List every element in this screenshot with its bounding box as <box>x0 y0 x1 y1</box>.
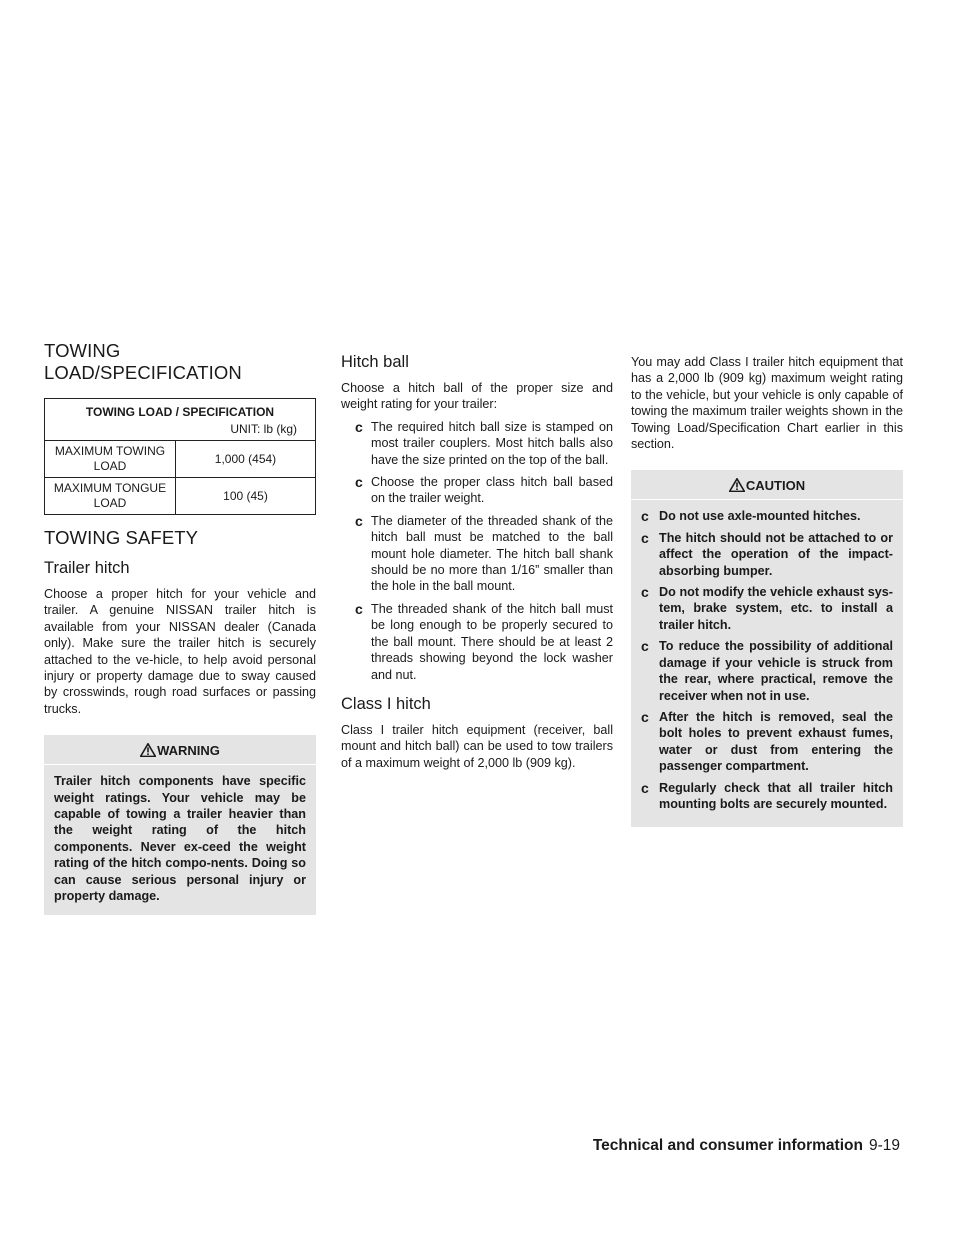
bullet-icon: c <box>641 508 649 525</box>
towing-spec-table <box>44 398 316 515</box>
bullet-icon: c <box>355 418 363 435</box>
list-item: c The diameter of the threaded shank of the hitch ball must be matched to the ball mount hole diameter. The hitch ball shank should be no more than 1/16” smaller than the hole in the ball mount. <box>355 512 613 594</box>
caution-icon <box>729 478 745 492</box>
bullet-icon: c <box>641 708 649 725</box>
list-item: c The required hitch ball size is stamped on most trailer couplers. Most hitch balls also have the size printed on the top of the ball. <box>355 418 613 467</box>
list-item: c After the hitch is removed, seal the bolt holes to prevent exhaust fumes, water or dust from entering the passenger compartment. <box>641 708 893 774</box>
warning-header <box>44 735 316 765</box>
spec-value-towing: 1,000 (454) <box>176 441 316 478</box>
towing-load-title: TOWING LOAD/SPECIFICATION <box>44 340 242 383</box>
warning-label: WARNING <box>157 743 220 759</box>
bullet-icon: c <box>355 512 363 529</box>
warning-text: Trailer hitch components have specific weight ratings. Your vehicle may be capable of towing a trailer heavier than the weight rating of the hitch components. Never ex-ceed the weight rating of the hitch compo-nents. Doing so can cause serious personal injury or property damage. <box>54 774 306 904</box>
warning-icon <box>140 743 156 757</box>
left-column <box>44 340 316 915</box>
list-item: c Do not use axle-mounted hitches. <box>641 508 861 525</box>
spec-value-tongue: 100 (45) <box>176 478 316 515</box>
caution-label: CAUTION <box>745 478 806 494</box>
caution-list <box>641 508 893 812</box>
list-item: c The hitch should not be attached to or affect the operation of the impact-absorbing bumper. <box>641 529 893 578</box>
page-footer <box>593 1137 900 1155</box>
list-item: c To reduce the possibility of additional damage if your vehicle is struck from the rear, where practical, remove the receiver when not in use. <box>641 638 893 703</box>
bullet-icon: c <box>641 584 649 601</box>
class-hitch-note: You may add Class I trailer hitch equipment that has a 2,000 lb (909 kg) maximum weight rating to the vehicle, but your vehicle is only capable of towing the maximum trailer weights shown in the Towing Load/Specification Chart earlier in this section. <box>631 355 903 452</box>
trailer-hitch-text: Choose a proper hitch for your vehicle and trailer. A genuine NISSAN trailer hitch is available from your NISSAN dealer (Canada only). Make sure the trailer hitch is securely attached to the ve-hicle, to help avoid personal injury or property damage due to sway caused by crosswinds, rough road surfaces or passing trucks. <box>44 587 316 716</box>
table-row <box>45 478 316 515</box>
list-item: c Choose the proper class hitch ball based on the trailer weight. <box>355 474 613 506</box>
caution-box <box>631 470 903 827</box>
class-hitch-text: Class I trailer hitch equipment (receiver, ball mount and hitch ball) can be used to tow trailers of a maximum weight of 2,000 lb (909 kg). <box>341 722 613 770</box>
spec-table-unit: UNIT: lb (kg) <box>45 419 316 441</box>
bullet-icon: c <box>355 600 363 617</box>
footer-section-name: Technical and consumer information <box>592 1137 863 1154</box>
spec-label-towing: MAXIMUM TOWING LOAD <box>45 441 176 478</box>
bullet-icon: c <box>355 474 363 491</box>
right-column <box>631 354 903 827</box>
caution-header <box>631 470 903 500</box>
hitch-ball-list <box>341 419 613 683</box>
bullet-icon: c <box>641 638 649 655</box>
trailer-hitch-title: Trailer hitch <box>44 559 130 577</box>
warning-box <box>44 735 316 914</box>
list-item: c Do not modify the vehicle exhaust sys-tem, brake system, etc. to install a trailer hitch. <box>641 584 893 632</box>
page-number: 9-19 <box>868 1137 900 1154</box>
hitch-ball-title: Hitch ball <box>341 353 409 371</box>
middle-column <box>341 353 613 771</box>
bullet-icon: c <box>641 779 649 796</box>
hitch-ball-intro: Choose a hitch ball of the proper size and weight rating for your trailer: <box>341 381 613 412</box>
table-row <box>45 441 316 478</box>
class-hitch-title: Class I hitch <box>341 694 431 713</box>
list-item: c The threaded shank of the hitch ball must be long enough to be properly secured to the ball mount. There should be at least 2 threads showing beyond the lock washer and nut. <box>355 600 613 682</box>
bullet-icon: c <box>641 529 649 546</box>
spec-table-title: TOWING LOAD / SPECIFICATION <box>45 399 316 420</box>
spec-label-tongue: MAXIMUM TONGUE LOAD <box>45 478 176 515</box>
towing-safety-title: TOWING SAFETY <box>44 527 199 548</box>
list-item: c Regularly check that all trailer hitch mounting bolts are securely mounted. <box>641 779 893 811</box>
